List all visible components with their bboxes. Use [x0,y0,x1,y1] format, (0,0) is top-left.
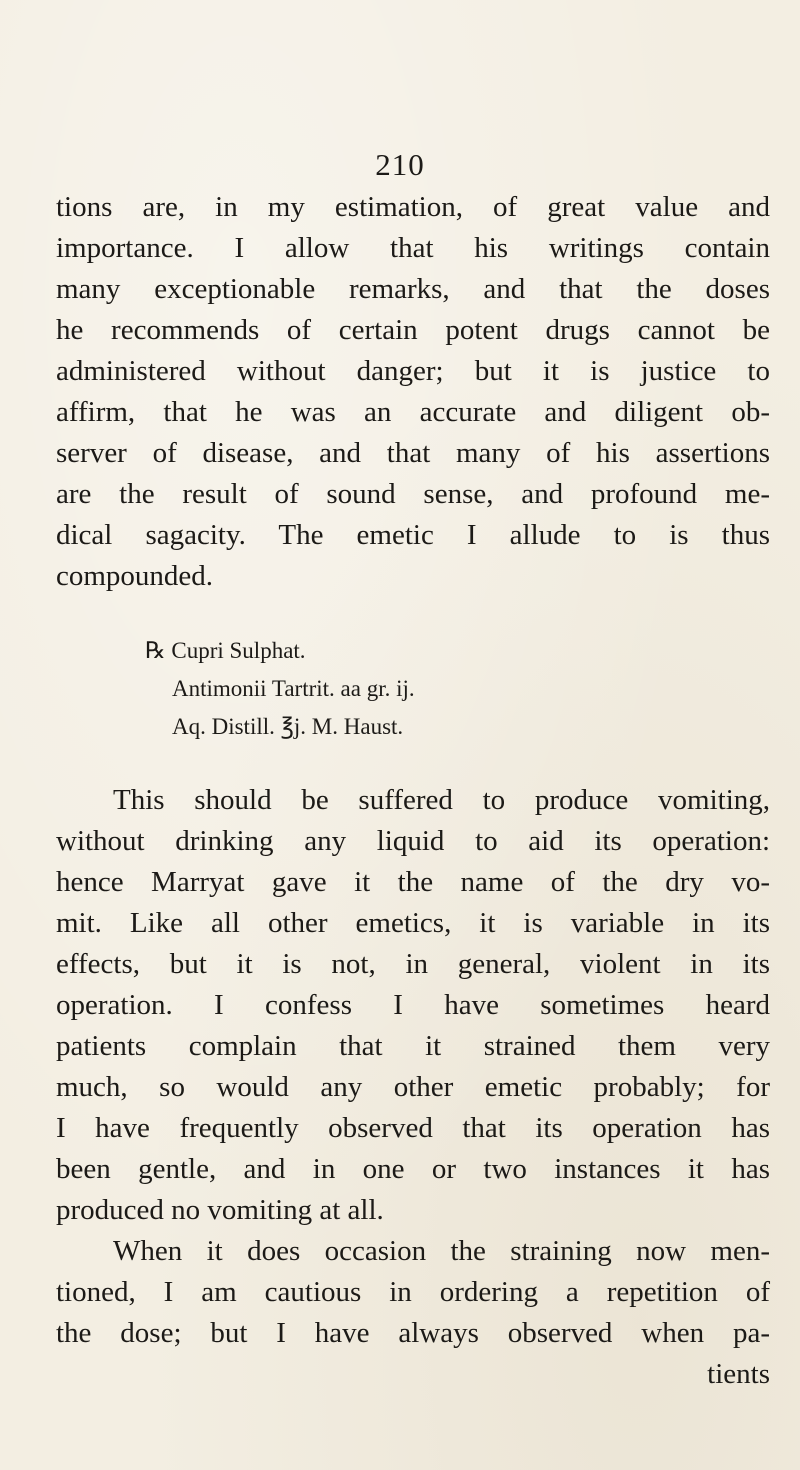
text-line: many exceptionable remarks, and that the doses [56,273,770,305]
text-line: much, so would any other emetic probably; for [56,1071,770,1103]
text-line: hence Marryat gave it the name of the dry vo- [56,866,770,898]
text-line: been gentle, and in one or two instances it has [56,1153,770,1185]
text-line: patients complain that it strained them very [56,1030,770,1062]
text-line: tions are, in my estimation, of great value and [56,191,770,223]
text-line: he recommends of certain potent drugs cannot be [56,314,770,346]
text-line: are the result of sound sense, and profound me- [56,478,770,510]
text-line: operation. I confess I have sometimes heard [56,989,770,1021]
text-line: importance. I allow that his writings contain [56,232,770,264]
prescription-line: Aq. Distill. ℥j. M. Haust. [172,714,404,739]
text-line: administered without danger; but it is justice to [56,355,770,387]
text-line: mit. Like all other emetics, it is variable in its [56,907,770,939]
prescription-line: ℞ Cupri Sulphat. [145,638,306,663]
text-line: compounded. [56,560,214,592]
text-line: affirm, that he was an accurate and diligent ob- [56,396,770,428]
text-line: tioned, I am cautious in ordering a repetition of [56,1276,770,1308]
text-line: This should be suffered to produce vomiting, [113,784,770,816]
page-number: 210 [375,147,425,182]
text-line: dical sagacity. The emetic I allude to is thus [56,519,770,551]
text-line: I have frequently observed that its operation has [56,1112,770,1144]
prescription-line: Antimonii Tartrit. aa gr. ij. [172,676,415,701]
text-line: When it does occasion the straining now men- [113,1235,770,1267]
text-line: produced no vomiting at all. [56,1194,384,1226]
text-line: effects, but it is not, in general, violent in its [56,948,770,980]
catchword: tients [707,1358,770,1390]
text-line: the dose; but I have always observed when pa- [56,1317,770,1349]
text-line: without drinking any liquid to aid its operation: [56,825,770,857]
text-line: server of disease, and that many of his assertions [56,437,770,469]
